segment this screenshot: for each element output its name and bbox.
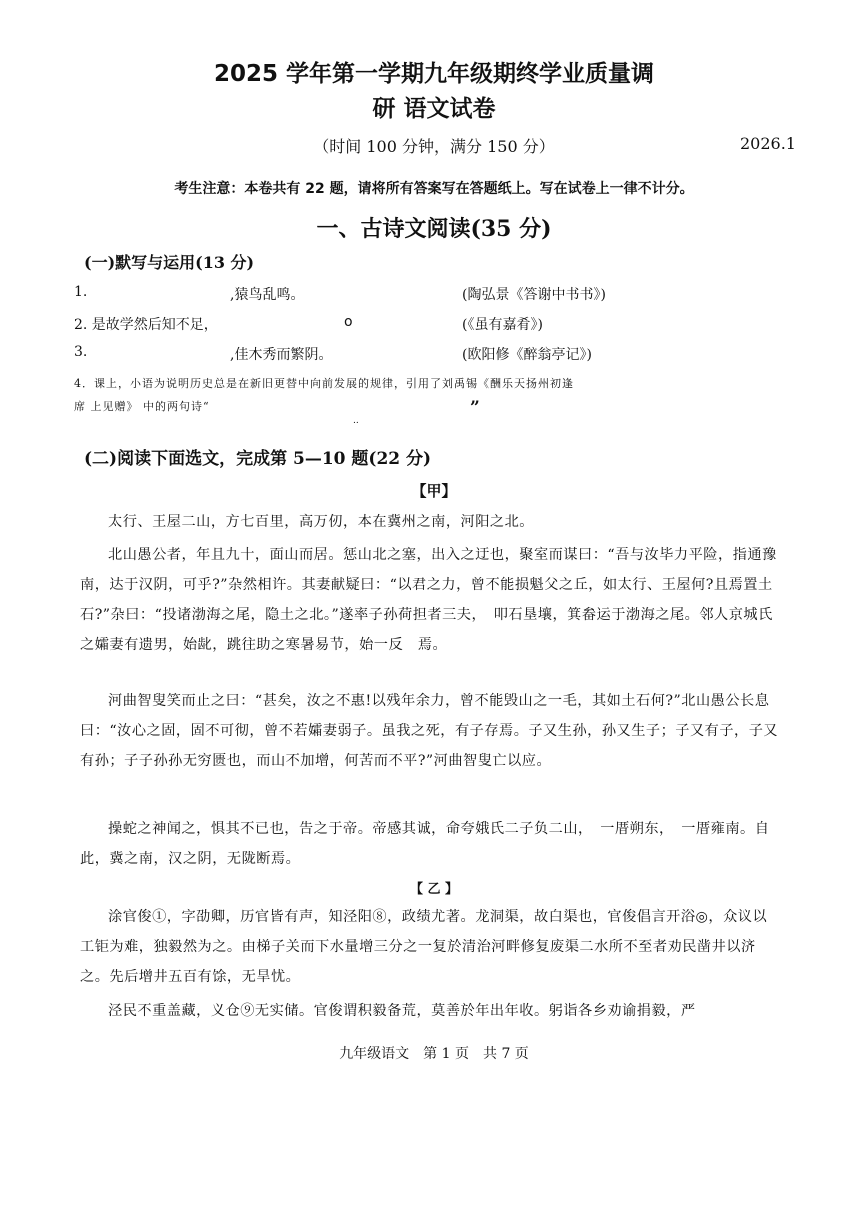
question-2-text: 2. 是故学然后知不足， <box>74 317 218 333</box>
question-2-source: (《虽有嘉肴》) <box>462 317 543 333</box>
passage-yi-paragraph-1: 涂官俊①，字劭卿，历官皆有声，知泾阳⑧，政绩尤著。龙洞渠，故白渠也，官俊倡言开浴◎，众议以工钜为难，独毅然为之。由梯子关而下水量增三分之一复於清治河畔修复废渠二水所不至者劝民凿井以济之。先后增井五百有馀，无旱忧。 <box>80 909 768 985</box>
passage-yi-paragraph-2: 泾民不重盖藏，义仓⑨无实储。官俊谓积毅备荒，莫善於年出年收。躬诣各乡劝谕捐毅，严 <box>108 1003 696 1019</box>
exam-title-line1: 2025 学年第一学期九年级期终学业质量调 <box>213 61 655 87</box>
section-title: 一、古诗文阅读(35 分) <box>316 216 552 242</box>
page-footer: 九年级语文 第 1 页 共 7 页 <box>339 1046 529 1062</box>
question-4-dots: .. <box>353 416 359 426</box>
question-3-source: (欧阳修《醉翁亭记》) <box>462 347 592 363</box>
question-1-text: ,猿鸟乱鸣。 <box>230 287 305 303</box>
question-2-period: o <box>344 314 353 330</box>
exam-notice: 考生注意：本卷共有 22 题，请将所有答案写在答题纸上。写在试卷上一律不计分。 <box>174 181 694 197</box>
passage-jia-paragraph-3: 河曲智叟笑而止之曰：“甚矣，汝之不惠!以残年余力，曾不能毁山之一毛，其如土石何?”北山愚公长息曰：“汝心之固，固不可彻，曾不若孀妻弱子。虽我之死，有子存焉。子又生孙，孙又生子；子又有子，子又有孙；子子孙孙无穷匮也，而山不加增，何苦而不平?”河曲智叟亡以应。 <box>80 693 779 769</box>
passage-jia-heading: 【甲】 <box>411 482 457 500</box>
passage-jia-paragraph-4: 操蛇之神闻之，惧其不已也，告之于帝。帝感其诚，命夸娥氏二子负二山， 一厝朔东， 一厝雍南。自此，冀之南，汉之阴，无陇断焉。 <box>80 821 770 867</box>
part2-title: (二)阅读下面选文，完成第 5—10 题(22 分) <box>84 449 432 469</box>
passage-jia-paragraph-2: 北山愚公者，年且九十，面山而居。惩山北之塞，出入之迂也，聚室而谋曰：“吾与汝毕力平险，指通豫南，达于汉阴，可乎?”杂然相许。其妻献疑曰：“以君之力，曾不能损魁父之丘，如太行、王屋何?且焉置土石?”杂曰：“投诸渤海之尾，隐土之北。”遂率子孙荷担者三夫， 叩石垦壤，箕畚运于渤海之尾。邻人京城氏之孀妻有遗男，始龀，跳往助之寒暑易节，始一反 焉。 <box>80 547 777 653</box>
question-3-text: ,佳木秀而繁阴。 <box>230 347 333 363</box>
exam-date: 2026.1 <box>740 134 796 153</box>
passage-yi-heading: 【 乙 】 <box>409 882 459 897</box>
exam-subtitle: （时间 100 分钟，满分 150 分） <box>313 137 555 156</box>
passage-jia-paragraph-1: 太行、王屋二山，方七百里，高万仞，本在冀州之南，河阳之北。 <box>108 514 534 530</box>
question-4-close-quote: ” <box>470 398 480 418</box>
part1-title: (一)默写与运用(13 分) <box>84 253 255 272</box>
question-1-source: (陶弘景《答谢中书书》) <box>462 287 606 303</box>
question-4-line1: 4．课上，小语为说明历史总是在新旧更替中向前发展的规律，引用了刘禹锡《酬乐天扬州初逢 <box>74 377 574 390</box>
question-1-number: 1. <box>74 284 88 300</box>
question-3-number: 3. <box>74 344 88 360</box>
question-4-line2: 席 上见赠》 中的两句诗“ <box>74 400 210 413</box>
exam-title-line2: 研 语文试卷 <box>372 96 496 122</box>
